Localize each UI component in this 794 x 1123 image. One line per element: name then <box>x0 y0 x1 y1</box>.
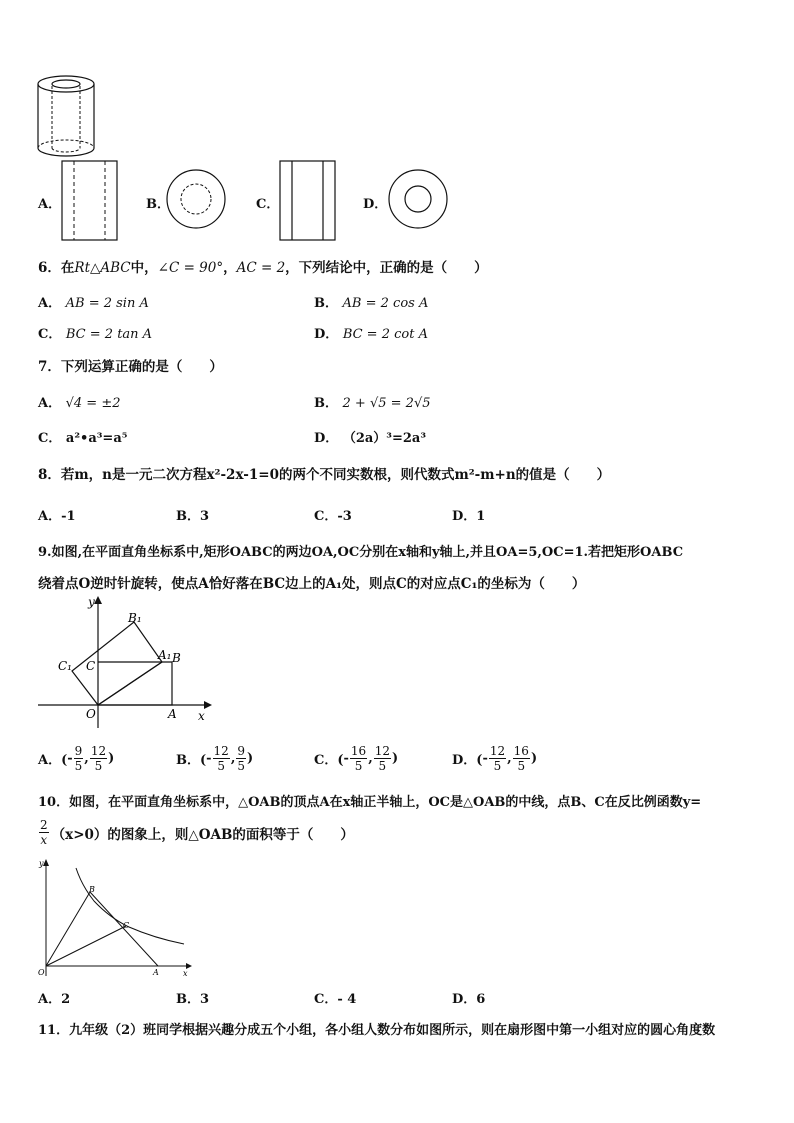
q7-option-d: D． （2a）³=2a³ <box>314 431 427 446</box>
q9-rotated-rectangle-figure <box>34 592 214 730</box>
q6-option-a: A． AB = 2 sin A <box>38 296 149 311</box>
q10-stem-line1: 10．如图，在平面直角坐标系中，△OAB的顶点A在x轴正半轴上，OC是△OAB的中线，点B、C在反比例函数y= <box>38 795 702 810</box>
q10-label-o: O <box>38 968 45 977</box>
q5-option-b-figure <box>164 167 228 231</box>
q6-stem: 6．在Rt△ABC中，∠C = 90°，AC = 2，下列结论中，正确的是（ ） <box>38 260 488 276</box>
q10-label-c: C <box>123 921 130 930</box>
q7-option-a: A． √4 = ±2 <box>38 396 121 411</box>
q7-option-b: B． 2 + √5 = 2√5 <box>314 396 431 411</box>
q11-stem: 11．九年级（2）班同学根据兴趣分成五个小组，各小组人数分布如图所示，则在扇形图中第一小组对应的圆心角度数 <box>38 1023 716 1038</box>
q9-label-o: O <box>86 707 96 721</box>
q5-option-c-label: C． <box>256 197 280 212</box>
q9-stem-line1: 9.如图,在平面直角坐标系中,矩形OABC的两边OA,OC分别在x轴和y轴上,并且OA=5,OC=1.若把矩形OABC <box>38 545 684 560</box>
q9-label-y: y <box>88 595 95 609</box>
q9-option-d: D．( - $\frac{12}{5}$ , $\frac{16}{5}$ ) <box>452 744 538 773</box>
q9-option-b: B．( - $\frac{12}{5}$ , $\frac{9}{5}$ ) <box>176 744 254 773</box>
q10-option-c: C．- 4 <box>314 992 357 1007</box>
q10-option-a: A．2 <box>38 992 71 1007</box>
q10-label-b: B <box>89 885 95 894</box>
q9-label-a: A <box>168 707 177 721</box>
q9-label-c1: C₁ <box>58 659 72 673</box>
q10-stem-line2: $\frac{2}{x}$ （x>0）的图象上，则△OAB的面积等于（ ） <box>40 818 354 847</box>
q8-option-c: C．-3 <box>314 509 352 524</box>
q5-option-b-label: B． <box>146 197 170 212</box>
q5-option-c-figure <box>278 160 338 242</box>
q6-option-d: D． BC = 2 cot A <box>314 327 428 342</box>
q9-label-b1: B₁ <box>128 611 142 625</box>
q8-option-d: D．1 <box>452 509 486 524</box>
q5-option-d-figure <box>386 167 450 231</box>
q10-hyperbola-figure <box>34 856 196 980</box>
q7-option-c: C． a²•a³=a⁵ <box>38 431 128 446</box>
q10-option-d: D．6 <box>452 992 486 1007</box>
q8-option-b: B．3 <box>176 509 210 524</box>
q9-option-a: A．( - $\frac{9}{5}$ , $\frac{12}{5}$ ) <box>38 744 115 773</box>
q10-label-x: x <box>183 969 188 978</box>
q10-label-a: A <box>153 968 159 977</box>
q5-option-a-label: A． <box>38 197 62 212</box>
q9-option-c: C．( - $\frac{16}{5}$ , $\frac{12}{5}$ ) <box>314 744 399 773</box>
q9-stem-line2: 绕着点O逆时针旋转，使点A恰好落在BC边上的A₁处，则点C的对应点C₁的坐标为（ ） <box>38 576 586 592</box>
q9-label-x: x <box>198 709 205 723</box>
q8-option-a: A．-1 <box>38 509 76 524</box>
q5-option-a-figure <box>60 160 120 242</box>
q9-label-a1: A₁ <box>158 648 172 662</box>
q10-label-y: y <box>39 859 44 868</box>
q7-stem: 7．下列运算正确的是（ ） <box>38 359 223 375</box>
cylinder-figure <box>34 72 104 162</box>
q5-option-d-label: D． <box>363 197 388 212</box>
q6-option-c: C． BC = 2 tan A <box>38 327 153 342</box>
q6-option-b: B． AB = 2 cos A <box>314 296 429 311</box>
q10-option-b: B．3 <box>176 992 210 1007</box>
q9-label-b: B <box>172 651 181 665</box>
q9-label-c: C <box>86 659 96 673</box>
q8-stem: 8．若m，n是一元二次方程x²-2x-1=0的两个不同实数根，则代数式m²-m+n的值是（ ） <box>38 467 611 483</box>
